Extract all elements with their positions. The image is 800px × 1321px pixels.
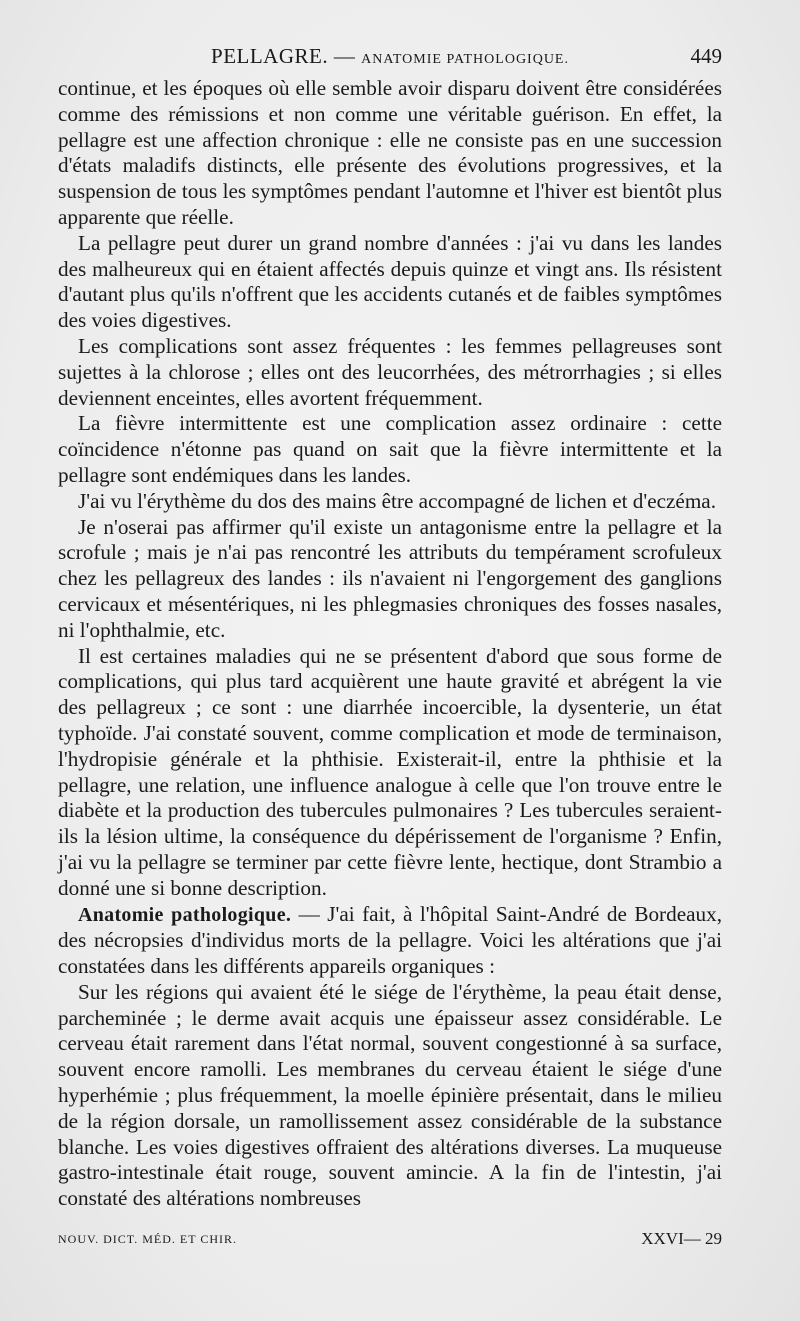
header-section: ANATOMIE PATHOLOGIQUE.	[361, 52, 569, 67]
section-heading: Anatomie pathologique.	[78, 903, 292, 926]
paragraph-2: La pellagre peut durer un grand nombre d'années : j'ai vu dans les landes des malheureux qui en étaient affectés depuis quinze et vingt ans. Ils résistent d'autant plus qu'ils n'offrent que les accidents cutanés et de faibles symptômes des voies digestives.	[58, 230, 722, 333]
paragraph-4: La fièvre intermittente est une complication assez ordinaire : cette coïncidence n'étonne pas quand on sait que la fièvre intermittente et la pellagre sont endémiques dans les landes.	[58, 411, 722, 487]
footer-volume: XXVI— 29	[641, 1229, 722, 1248]
paragraph-last: Sur les régions qui avaient été le siége de l'érythème, la peau était dense, parcheminée ; le derme avait acquis une épaisseur assez considérable. Le cerveau était rarement dans l'état normal, souvent congestionné à sa surface, souvent encore ramolli. Les membranes du cerveau étaient le siége d'une hyperhémie ; plus fréquemment, la moelle épinière présentait, dans le milieu de la région dorsale, un ramollissement assez considérable de la substance blanche. Les voies digestives offraient des altérations diverses. La muqueuse gastro-intestinale était rouge, souvent amincie. A la fin de l'intestin, j'ai constaté des altérations nombreuses	[58, 979, 722, 1211]
page-number: 449	[690, 44, 722, 68]
anatomie-paragraph	[58, 902, 722, 980]
body-text	[58, 76, 722, 1212]
paragraph-3: Les complications sont assez fréquentes : les femmes pellagreuses sont sujettes à la chlorose ; elles ont des leucorrhées, des métrorrhagies ; si elles deviennent enceintes, elles avortent fréquemment.	[58, 333, 722, 410]
footer-signature: NOUV. DICT. MÉD. ET CHIR.	[58, 1232, 238, 1246]
anatomie-text: — J'ai fait, à l'hôpital Saint-André de Bordeaux, des nécropsies d'individus morts de la pellagre. Voici les altérations que j'ai constatées dans les différents appareils organiques :	[58, 901, 722, 979]
paragraph-5: J'ai vu l'érythème du dos des mains être accompagné de lichen et d'eczéma.	[78, 488, 716, 513]
paragraph-1: continue, et les époques où elle semble avoir disparu doivent être considérées comme des rémissions et non comme une véritable guérison. En effet, la pellagre est une affection chronique : elle ne consiste pas en une succession d'états maladifs distincts, elle présente des évolutions progressives, et la suspension de tous les symptômes pendant l'automne et l'hiver est bientôt plus apparente que réelle.	[58, 76, 722, 229]
running-header	[58, 40, 722, 80]
page-footer	[58, 1229, 722, 1256]
paragraph-7: Il est certaines maladies qui ne se présentent d'abord que sous forme de complications, qui plus tard acquièrent une haute gravité et abrégent la vie des pellagreux ; ce sont : une diarrhée incoercible, la dysenterie, un état typhoïde. J'ai constaté souvent, comme complication et mode de terminaison, l'hydropisie générale et la phthisie. Existerait-il, entre la phthisie et la pellagre, une relation, une influence analogue à celle que l'on trouve entre le diabète et la production des tubercules pulmonaires ? Les tubercules seraient-ils la lésion ultime, la conséquence du dépérissement de l'organisme ? Enfin, j'ai vu la pellagre se terminer par cette fièvre lente, hectique, dont Strambio a donné une si bonne description.	[58, 643, 722, 900]
running-title	[58, 44, 722, 69]
paragraph-6: Je n'oserai pas affirmer qu'il existe un antagonisme entre la pellagre et la scrofule ; mais je n'ai pas rencontré les attributs du tempérament scrofuleux chez les pellagreux des landes : ils n'avaient ni l'engorgement des ganglions cervicaux et mésentériques, ni les phlegmasies chroniques des fosses nasales, ni l'ophthalmie, etc.	[58, 514, 722, 642]
header-title: PELLAGRE. —	[211, 44, 356, 68]
